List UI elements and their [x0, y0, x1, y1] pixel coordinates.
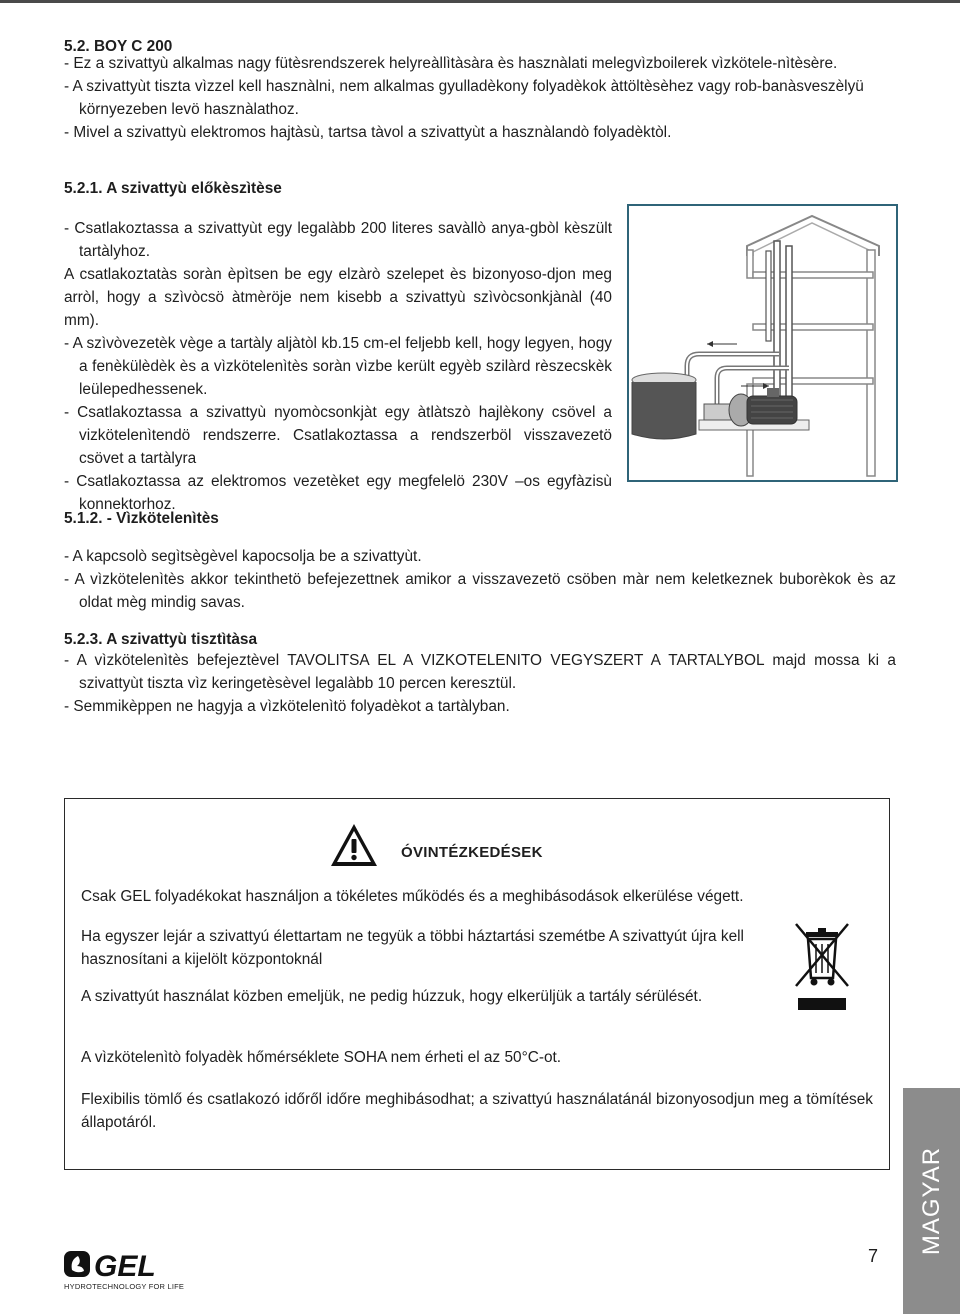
- pipe-vertical-3: [766, 251, 771, 341]
- house-left-wall-upper: [747, 250, 753, 278]
- house-right-wall: [867, 250, 875, 476]
- section-523-bullet: - A vìzkötelenìtès befejeztèvel TAVOLITSA EL A VIZKOTELENITO VEGYSZERT A TARTALYBOL majd mossa ki a szivattyùt tiszta vìz keringetèsèvel legalàbb 10 percen keresztül.: [64, 652, 896, 692]
- precaution-text: Ha egyszer lejár a szivattyú élettartam ne tegyük a többi háztartási szemétbe A szivattyút újra kell hasznosítani a kijelölt központoknál: [81, 928, 744, 968]
- section-523-bullets: [64, 649, 896, 718]
- gel-tagline: HYDROTECHNOLOGY FOR LIFE: [64, 1282, 185, 1291]
- language-tab-label: MAGYAR: [917, 1146, 945, 1256]
- section-512-title: 5.1.2. - Vìzkötelenìtès: [64, 510, 219, 527]
- section-521-title: 5.2.1. A szivattyù előkèszìtèse: [64, 180, 282, 197]
- section-521-text: [64, 217, 612, 516]
- section-512-bullet: - A kapcsolò segìtsègèvel kapocsolja be a szivattyùt.: [64, 548, 422, 565]
- section-521-para: - Csatlakoztassa az elektromos vezetèket egy megfelelö 230V –os egyfàzisù konnektorhoz.: [64, 473, 612, 513]
- section-52-bullets: [64, 52, 894, 144]
- section-52-bullet: - Ez a szivattyù alkalmas nagy fütèsrendszerek helyreàllìtàsàra ès hasznàlati melegvìzboilerek vìzkötele-nìtèsère.: [64, 55, 838, 72]
- precaution-text: A vìzkötelenìtò folyadèk hőmérséklete SOHA nem érheti el az 50°C-ot.: [81, 1049, 562, 1066]
- pump-installation-diagram: [627, 204, 898, 482]
- precaution-text: A szivattyút használat közben emeljük, ne pedig húzzuk, hogy elkerüljük a tartály sérülését.: [81, 988, 703, 1005]
- flow-arrow-left-head: [707, 341, 713, 347]
- section-521-para: - A szìvòvezetèk vège a tartàly aljàtòl kb.15 cm-el feljebb kell, hogy legyen, hogy a fenèkülèdèk ès a vìzkötelenìtès soràn vìzbe került egyèb szilàrd rèszecskèk leülepedhessenek.: [64, 335, 612, 398]
- section-523-title: 5.2.3. A szivattyù tisztìtàsa: [64, 631, 258, 648]
- top-rule: [0, 0, 960, 3]
- gel-logo-mark: [64, 1248, 184, 1280]
- section-512-bullets: [64, 545, 896, 614]
- page-number: 7: [868, 1246, 879, 1266]
- precaution-text: Flexibilis tömlő és csatlakozó időről időre meghibásodhat; a szivattyú használatánál bizonyosodjun meg a tömítések állapotáról.: [81, 1091, 873, 1131]
- language-tab: [903, 1088, 960, 1314]
- section-52-title: 5.2. BOY C 200: [64, 38, 173, 55]
- section-521-para: A csatlakoztatàs soràn èpìtsen be egy elzàrò szelepet ès bizonyoso-djon meg arròl, hogy a szìvòcsö àtmèröje nem kisebb a szivattyù szìvòcsonkjànàl (40 mm).: [64, 266, 612, 329]
- pump-housing: [704, 404, 732, 420]
- section-52-bullet: - A szivattyùt tiszta vìzzel kell hasznàlni, nem alkalmas gyulladèkony folyadèkok àttöltèsèhez vagy rob-banàsveszèlyü környezeben levö hasznàlathoz.: [64, 78, 864, 118]
- house-roof: [747, 216, 879, 256]
- gel-logo-text: GEL: [94, 1250, 156, 1280]
- precaution-text: Csak GEL folyadékokat használjon a tökéletes működés és a meghibásodások elkerülése végett.: [81, 888, 744, 905]
- section-523-bullet: - Semmikèppen ne hagyja a vìzkötelenìtö folyadèkot a tartàlyban.: [64, 698, 510, 715]
- weee-crossed-bin-icon: [792, 920, 852, 1014]
- warning-triangle-icon: [329, 822, 379, 868]
- section-512-bullet: - A vìzkötelenìtès akkor tekinthetö befejezettnek amikor a visszavezetö csöben màr nem keletkeznek buborèkok ès az oldat mèg mindig savas.: [64, 571, 896, 611]
- section-521-para: - Csatlakoztassa a szivattyù nyomòcsonkjàt egy àtlàtszò hajlèkony csövel a vizkötelenìtendö rendszerre. Csatlakoztassa a rendszerböl visszavezetö csövet a tartàlyra: [64, 404, 612, 467]
- floor-3: [753, 378, 873, 384]
- diagram-svg: [629, 206, 896, 480]
- tank-body: [632, 382, 696, 439]
- section-521-para: - Csatlakoztassa a szivattyùt egy legalàbb 200 literes savàllò anya-gbòl kèszült tartàlyhoz.: [64, 220, 612, 260]
- pipe-vertical-2: [786, 246, 792, 421]
- section-52-bullet: - Mivel a szivattyù elektromos hajtàsù, tartsa tàvol a szivattyùt a hasznàlandò folyadèktòl.: [64, 124, 672, 141]
- gel-logo: [64, 1248, 184, 1285]
- pump-terminal-box: [767, 388, 779, 397]
- precautions-title: ÓVINTÉZKEDÉSEK: [401, 844, 543, 861]
